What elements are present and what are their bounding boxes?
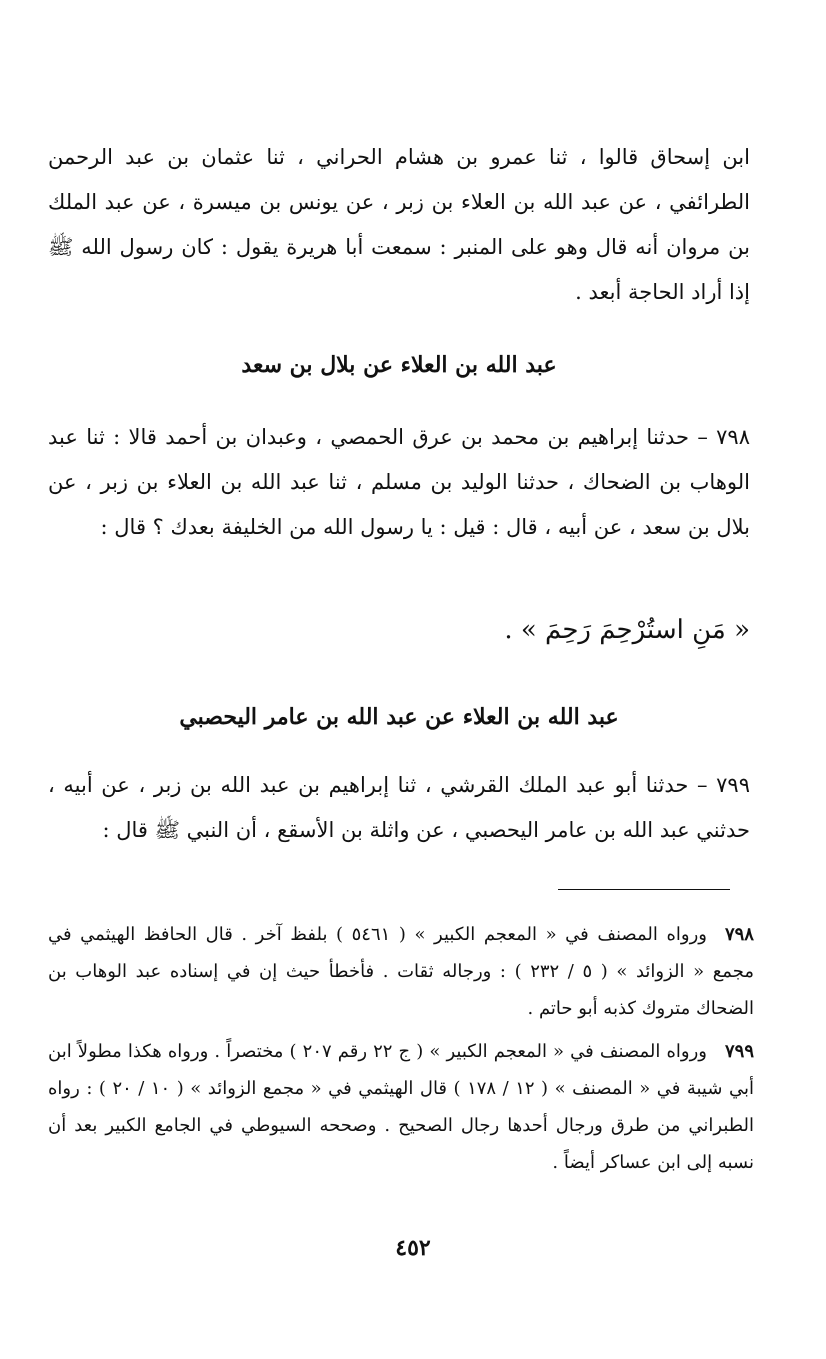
section-heading-yahsubi: عبد الله بن العلاء عن عبد الله بن عامر اليحصبي	[179, 704, 619, 730]
footnote-text: ورواه المصنف في « المعجم الكبير » ( ٥٤٦١ ) بلفظ آخر . قال الحافظ الهيثمي في مجمع « الزوائد » ( ٥ / ٢٣٢ ) : ورجاله ثقات . فأخطأ حيث إن في إسناده عبد الوهاب بن الضحاك متروك كذبه أبو حاتم .	[48, 924, 754, 1019]
footnote-number: ٧٩٩	[724, 1041, 754, 1062]
footnote-divider	[558, 889, 730, 890]
hadith-text: – حدثنا أبو عبد الملك القرشي ، ثنا إبراهيم بن عبد الله بن زبر ، عن أبيه ، حدثني عبد الله بن عامر اليحصبي ، عن واثلة بن الأسقع ، أن النبي ﷺ قال :	[48, 773, 750, 842]
hadith-quote: « مَنِ استُرْحِمَ رَحِمَ » .	[504, 615, 750, 645]
page-number: ٤٥٢	[395, 1235, 431, 1261]
hadith-number: ٧٩٨	[716, 425, 750, 449]
hadith-798	[48, 415, 750, 550]
section-heading-bilal: عبد الله بن العلاء عن بلال بن سعد	[241, 352, 557, 378]
hadith-text: – حدثنا إبراهيم بن محمد بن عرق الحمصي ، وعبدان بن أحمد قالا : ثنا عبد الوهاب بن الضحاك ، حدثنا الوليد بن مسلم ، ثنا عبد الله بن العلاء بن زبر ، عن بلال بن سعد ، عن أبيه ، قال : قيل : يا رسول الله من الخليفة بعدك ؟ قال :	[48, 425, 750, 539]
paragraph-continuation: ابن إسحاق قالوا ، ثنا عمرو بن هشام الحراني ، ثنا عثمان بن عبد الرحمن الطرائفي ، عن عبد الله بن العلاء بن زبر ، عن يونس بن ميسرة ، عن عبد الملك بن مروان أنه قال وهو على المنبر : سمعت أبا هريرة يقول : كان رسول الله ﷺ إذا أراد الحاجة أبعد .	[48, 145, 750, 304]
footnote-799	[48, 1033, 754, 1181]
footnote-798	[48, 916, 754, 1027]
footnote-text: ورواه المصنف في « المعجم الكبير » ( ج ٢٢ رقم ٢٠٧ ) مختصراً . ورواه هكذا مطولاً ابن أبي شيبة في « المصنف » ( ١٢ / ١٧٨ ) قال الهيثمي في « مجمع الزوائد » ( ١٠ / ٢٠ ) : رواه الطبراني من طرق ورجال أحدها رجال الصحيح . وصححه السيوطي في الجامع الكبير بعد أن نسبه إلى ابن عساكر أيضاً .	[48, 1041, 754, 1173]
footnote-number: ٧٩٨	[724, 924, 754, 945]
hadith-799	[48, 763, 750, 853]
hadith-number: ٧٩٩	[716, 773, 750, 797]
